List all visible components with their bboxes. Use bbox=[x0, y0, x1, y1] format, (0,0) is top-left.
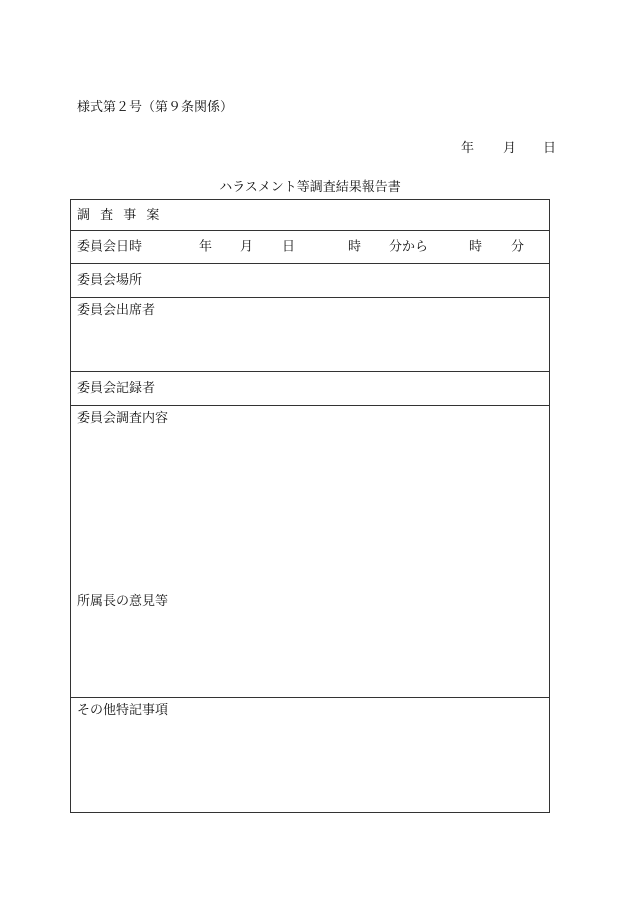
row-attendees bbox=[71, 298, 550, 372]
content-label: 委員会調査内容 bbox=[77, 411, 169, 426]
place-cell bbox=[71, 264, 550, 298]
datetime-month: 月 bbox=[240, 239, 254, 255]
row-other bbox=[71, 698, 550, 813]
datetime-day: 日 bbox=[282, 239, 296, 255]
date-year-label: 年 bbox=[461, 141, 475, 156]
other-cell bbox=[71, 698, 550, 813]
row-place bbox=[71, 264, 550, 298]
report-form-table bbox=[70, 199, 550, 813]
date-month-label: 月 bbox=[503, 141, 517, 156]
row-recorder bbox=[71, 372, 550, 406]
opinion-label: 所属長の意見等 bbox=[77, 594, 169, 609]
datetime-end-minute: 分 bbox=[511, 239, 525, 255]
other-label: その他特記事項 bbox=[77, 703, 169, 718]
content-cell bbox=[71, 406, 550, 698]
recorder-cell bbox=[71, 372, 550, 406]
datetime-cell bbox=[71, 231, 550, 264]
recorder-label: 委員会記録者 bbox=[77, 381, 156, 396]
datetime-year: 年 bbox=[199, 239, 213, 255]
datetime-end-hour: 時 bbox=[469, 239, 483, 255]
datetime-start-hour: 時 bbox=[348, 239, 362, 255]
row-case bbox=[71, 200, 550, 231]
attendees-label: 委員会出席者 bbox=[77, 303, 156, 318]
row-content bbox=[71, 406, 550, 698]
form-number: 様式第２号（第９条関係） bbox=[77, 100, 234, 115]
attendees-cell bbox=[71, 298, 550, 372]
datetime-label: 委員会日時 bbox=[77, 239, 143, 255]
case-cell bbox=[71, 200, 550, 231]
row-datetime bbox=[71, 231, 550, 264]
place-label: 委員会場所 bbox=[77, 273, 143, 288]
date-day-label: 日 bbox=[543, 141, 557, 156]
datetime-start-minute: 分から bbox=[389, 239, 429, 255]
document-title: ハラスメント等調査結果報告書 bbox=[219, 180, 401, 195]
case-label: 調 査 事 案 bbox=[77, 207, 163, 223]
